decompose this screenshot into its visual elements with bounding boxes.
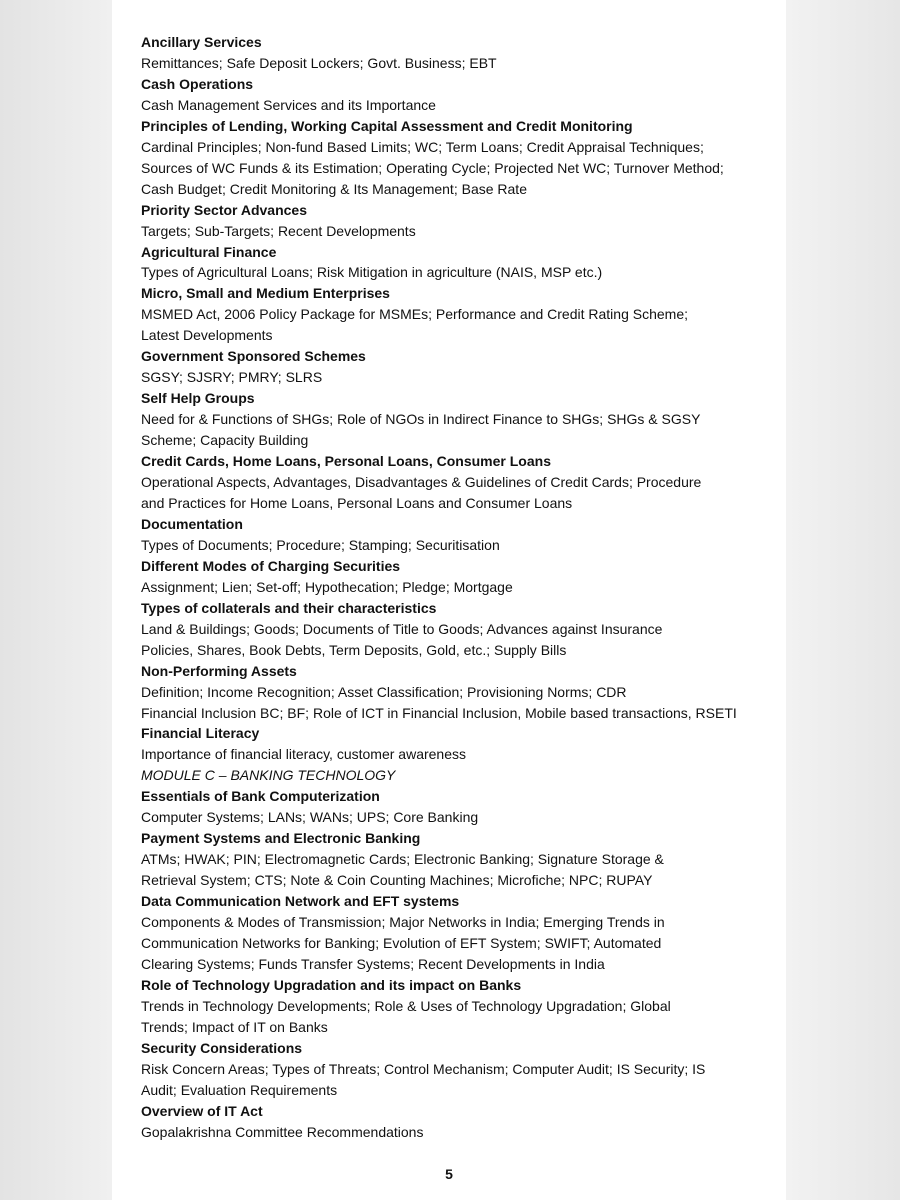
section-text: SGSY; SJSRY; PMRY; SLRS bbox=[141, 369, 323, 386]
section-heading: Credit Cards, Home Loans, Personal Loans, Consumer Loans bbox=[141, 453, 551, 470]
section-text: Components & Modes of Transmission; Major Networks in India; Emerging Trends in bbox=[141, 914, 665, 931]
section-text: ATMs; HWAK; PIN; Electromagnetic Cards; Electronic Banking; Signature Storage & bbox=[141, 851, 664, 868]
section-text: MSMED Act, 2006 Policy Package for MSMEs; Performance and Credit Rating Scheme; bbox=[141, 306, 689, 323]
section-heading: Self Help Groups bbox=[141, 390, 255, 407]
section-heading: Documentation bbox=[141, 515, 243, 532]
section-text: Risk Concern Areas; Types of Threats; Control Mechanism; Computer Audit; IS Security; IS bbox=[141, 1060, 706, 1077]
section-heading: Priority Sector Advances bbox=[141, 201, 307, 218]
section-heading: Non-Performing Assets bbox=[141, 662, 297, 679]
section-text: Trends in Technology Developments; Role & Uses of Technology Upgradation; Global bbox=[141, 997, 671, 1014]
section-text: Land & Buildings; Goods; Documents of Title to Goods; Advances against Insurance bbox=[141, 620, 663, 637]
section-text: Remittances; Safe Deposit Lockers; Govt. Business; EBT bbox=[141, 54, 497, 71]
section-heading: Financial Literacy bbox=[141, 725, 260, 742]
section-text: Latest Developments bbox=[141, 327, 273, 344]
section-heading: Micro, Small and Medium Enterprises bbox=[141, 285, 390, 302]
document-page bbox=[112, 0, 786, 1200]
section-text: and Practices for Home Loans, Personal Loans and Consumer Loans bbox=[141, 494, 573, 511]
section-heading: Cash Operations bbox=[141, 75, 254, 92]
section-heading: Ancillary Services bbox=[141, 34, 262, 50]
background-right bbox=[786, 0, 900, 1200]
section-text: Cash Management Services and its Importance bbox=[141, 96, 436, 113]
section-heading: Types of collaterals and their characteristics bbox=[141, 599, 437, 616]
section-text: Operational Aspects, Advantages, Disadvantages & Guidelines of Credit Cards; Procedure bbox=[141, 474, 702, 491]
section-text: Computer Systems; LANs; WANs; UPS; Core Banking bbox=[141, 809, 479, 826]
section-heading: Payment Systems and Electronic Banking bbox=[141, 830, 421, 847]
section-heading: Government Sponsored Schemes bbox=[141, 348, 366, 365]
section-text: Communication Networks for Banking; Evolution of EFT System; SWIFT; Automated bbox=[141, 934, 662, 951]
section-text: Policies, Shares, Book Debts, Term Deposits, Gold, etc.; Supply Bills bbox=[141, 641, 567, 658]
section-heading: Different Modes of Charging Securities bbox=[141, 557, 401, 574]
section-text: Assignment; Lien; Set-off; Hypothecation; Pledge; Mortgage bbox=[141, 578, 513, 595]
section-heading: Principles of Lending, Working Capital Assessment and Credit Monitoring bbox=[141, 117, 633, 134]
page-number: 5 bbox=[445, 1166, 453, 1182]
section-text: Targets; Sub-Targets; Recent Developments bbox=[141, 222, 416, 239]
section-text: Scheme; Capacity Building bbox=[141, 432, 309, 449]
section-heading: Essentials of Bank Computerization bbox=[141, 788, 380, 805]
section-text: Financial Inclusion BC; BF; Role of ICT in Financial Inclusion, Mobile based transactions, RSETI bbox=[141, 704, 737, 721]
section-text: Cardinal Principles; Non-fund Based Limits; WC; Term Loans; Credit Appraisal Techniques; bbox=[141, 138, 704, 155]
section-heading: Security Considerations bbox=[141, 1039, 303, 1056]
background-left bbox=[0, 0, 112, 1200]
section-text: Types of Documents; Procedure; Stamping; Securitisation bbox=[141, 536, 500, 553]
section-text: Clearing Systems; Funds Transfer Systems; Recent Developments in India bbox=[141, 955, 605, 972]
section-text: Retrieval System; CTS; Note & Coin Counting Machines; Microfiche; NPC; RUPAY bbox=[141, 872, 653, 889]
section-text: Need for & Functions of SHGs; Role of NGOs in Indirect Finance to SHGs; SHGs & SGSY bbox=[141, 411, 701, 428]
section-heading: Data Communication Network and EFT systems bbox=[141, 893, 460, 910]
module-heading: MODULE C – BANKING TECHNOLOGY bbox=[141, 767, 396, 784]
section-text: Cash Budget; Credit Monitoring & Its Management; Base Rate bbox=[141, 180, 527, 197]
section-heading: Agricultural Finance bbox=[141, 243, 277, 260]
section-text: Trends; Impact of IT on Banks bbox=[141, 1018, 328, 1035]
section-heading: Role of Technology Upgradation and its impact on Banks bbox=[141, 976, 522, 993]
section-text: Audit; Evaluation Requirements bbox=[141, 1081, 338, 1098]
section-text: Definition; Income Recognition; Asset Classification; Provisioning Norms; CDR bbox=[141, 683, 627, 700]
syllabus-content bbox=[141, 32, 761, 1143]
section-text: Importance of financial literacy, customer awareness bbox=[141, 746, 466, 763]
section-text: Types of Agricultural Loans; Risk Mitigation in agriculture (NAIS, MSP etc.) bbox=[141, 264, 603, 281]
section-text: Gopalakrishna Committee Recommendations bbox=[141, 1123, 424, 1140]
section-heading: Overview of IT Act bbox=[141, 1102, 263, 1119]
section-text: Sources of WC Funds & its Estimation; Operating Cycle; Projected Net WC; Turnover Method; bbox=[141, 159, 724, 176]
